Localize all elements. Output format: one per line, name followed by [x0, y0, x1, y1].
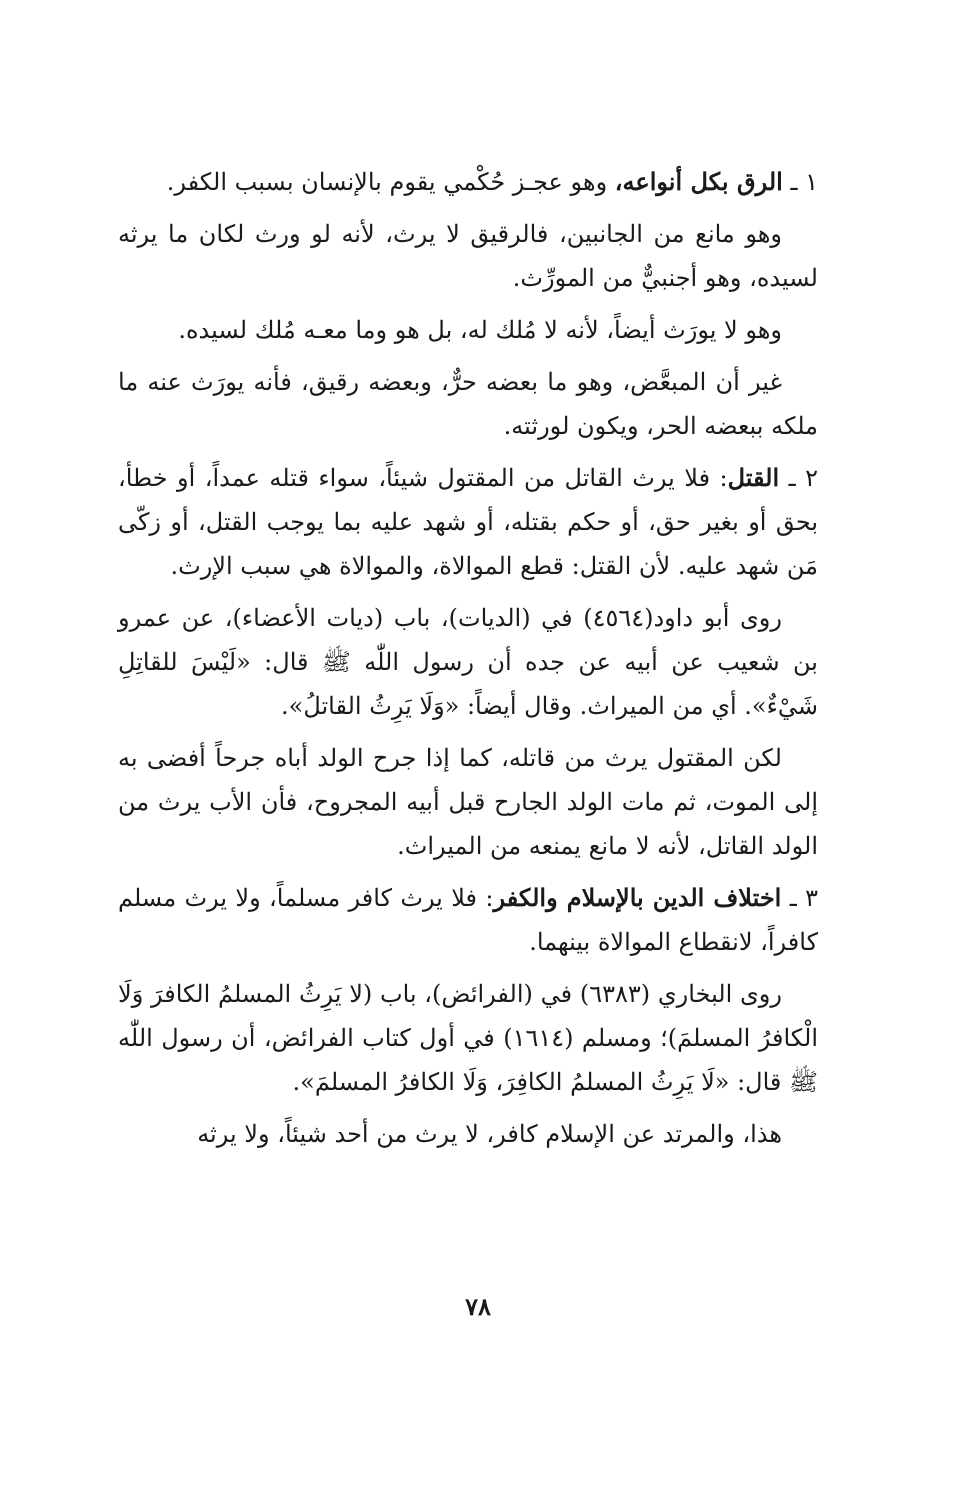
page-number: ٧٨: [465, 1292, 491, 1321]
section-1-text: وهو عجـز حُكْمي يقوم بالإنسان بسبب الكفر.: [166, 168, 615, 196]
section-3-paragraph-2: هذا، والمرتد عن الإسلام كافر، لا يرث من أحد شيئاً، ولا يرثه: [197, 1120, 782, 1148]
section-2-text: : فلا يرث القاتل من المقتول شيئاً، سواء قتله عمداً، أو خطأ، بحق أو بغير حق، أو حكم بقتله، أو شهد عليه بما يوجب القتل، أو زكّى مَن شهد عليه. لأن القتل: قطع الموالاة، والموالاة هي سبب الإرث.: [118, 464, 818, 580]
section-1-paragraph-3: غير أن المبعَّض، وهو ما بعضه حرٌّ، وبعضه رقيق، فأنه يورَث عنه ما ملكه ببعضه الحر، ويكون لورثته.: [118, 368, 818, 440]
section-2-paragraph-1: روى أبو داود(٤٥٦٤) في (الديات)، باب (ديات الأعضاء)، عن عمرو بن شعيب عن أبيه عن جده أن رسول اللّٰه ﷺ قال: «لَيْسَ للقاتِلِ شَيْءٌ». أي من الميراث. وقال أيضاً: «وَلَا يَرِثُ القاتلُ».: [118, 604, 818, 720]
section-2-heading: [118, 456, 818, 588]
section-3-paragraph-1: روى البخاري (٦٣٨٣) في (الفرائض)، باب (لا يَرِثُ المسلمُ الكافرَ وَلَا الْكافرُ المسلمَ)؛ ومسلم (١٦١٤) في أول كتاب الفرائض، أن رسول اللّٰه ﷺ قال: «لَا يَرِثُ المسلمُ الكافِرَ، وَلَا الكافرُ المسلمَ».: [118, 980, 818, 1096]
section-1-lead: الرق بكل أنواعه،: [614, 167, 783, 196]
section-3-heading: [118, 876, 818, 964]
section-1-paragraph-2: وهو لا يورَث أيضاً، لأنه لا مُلك له، بل هو وما معـه مُلك لسيده.: [178, 316, 782, 344]
section-1-heading: [118, 160, 818, 204]
section-1-paragraph-1: وهو مانع من الجانبين، فالرقيق لا يرث، لأنه لو ورث لكان ما يرثه لسيده، وهو أجنبيٌّ من المورِّث.: [118, 220, 818, 292]
section-3-text: : فلا يرث كافر مسلماً، ولا يرث مسلم كافراً، لانقطاع الموالاة بينهما.: [118, 884, 818, 956]
section-3-lead: اختلاف الدين بالإسلام والكفر: [493, 883, 782, 912]
section-3-number: ٣ ـ: [789, 884, 818, 912]
section-1-number: ١ ـ: [790, 168, 818, 196]
page-body: [118, 160, 818, 1164]
section-2-lead: القتل: [727, 463, 780, 492]
section-2-paragraph-2: لكن المقتول يرث من قاتله، كما إذا جرح الولد أباه جرحاً أفضى به إلى الموت، ثم مات الولد الجارح قبل أبيه المجروح، فأن الأب يرث من الولد القاتل، لأنه لا مانع يمنعه من الميراث.: [118, 744, 818, 860]
section-2-number: ٢ ـ: [788, 464, 818, 492]
